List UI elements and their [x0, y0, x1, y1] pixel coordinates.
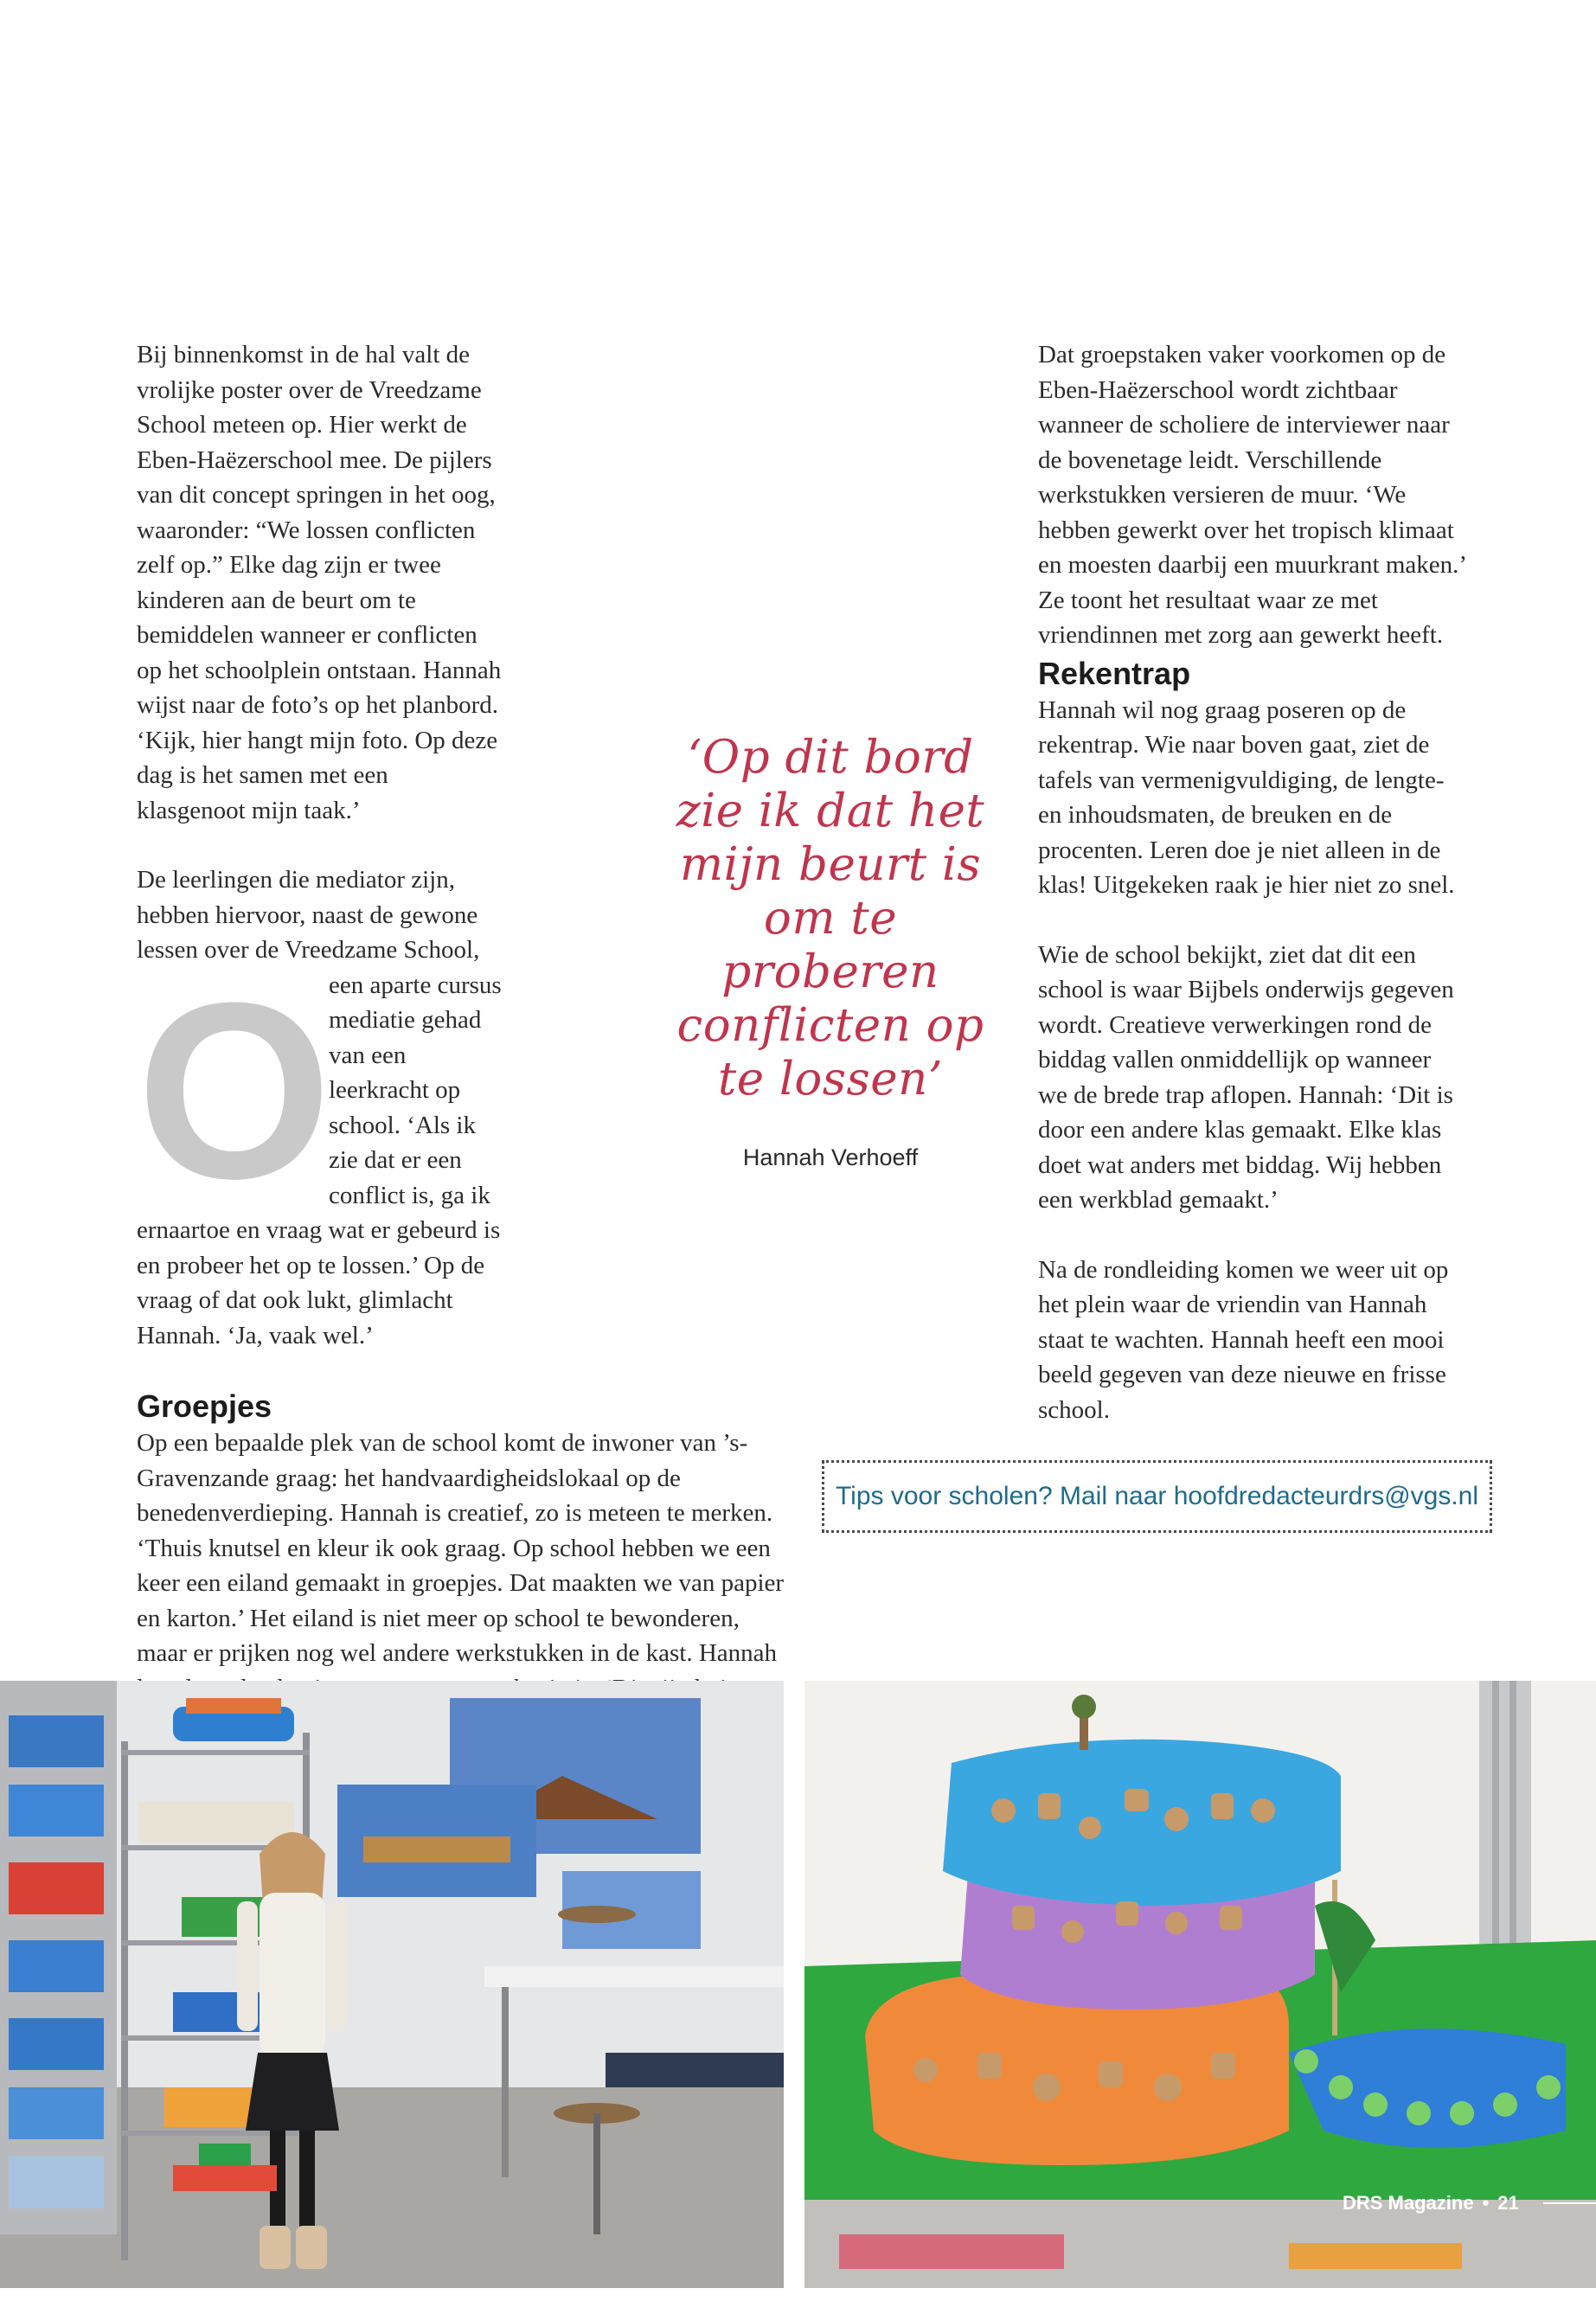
classroom-illustration: [0, 1681, 784, 2288]
rekentrap-paragraph: Hannah wil nog graag poseren op de rekentrap. Wie naar boven gaat, ziet de tafels van vermenigvuldiging, de lengte- en inhoudsmaten, de breuken en de procenten. Leren doe je niet alleen in de klas! Uitgekeken raak je hier niet zo snel.: [1038, 695, 1455, 899]
groepjes-paragraph: Op een bepaalde plek van de school komt de inwoner van ’s-Gravenzande graag: het handvaardigheidslokaal op de benedenverdieping. Hannah is creatief, zo is meteen te merken. ‘Thuis knutsel en kleur ik ook graag. Op school hebben we een keer een eiland gemaakt in groepjes. Dat maakten we van papier en karton.’ Het eiland is niet meer op school te bewonderen, maar er prijken nog wel andere werkstukken in de kast. Hannah: [137, 1429, 785, 1667]
right-column: [822, 337, 1466, 1631]
intro-paragraph: Bij binnenkomst in de hal valt de vrolijke poster over de Vreedzame School meteen op. Hier werkt de Eben-Haëzerschool mee. De pijlers van dit concept springen in het oog, waaronder: “We lossen conflicten zelf op.” Elke dag zijn er twee kinderen aan de beurt om te bemiddelen wanneer er conflicten op het schoolplein ontstaan. Hannah wijst naar de foto’s op het planbord. ‘Kijk, hier hangt mijn foto. Op deze dag is het samen met een klasgenoot mijn taak.’: [137, 341, 502, 824]
magazine-name: DRS Magazine: [1343, 2192, 1474, 2214]
heading-groepjes: Groepjes: [137, 1388, 272, 1424]
closing-paragraph: Na de rondleiding komen we weer uit op het plein waar de vriendin van Hannah staat te wachten. Hannah heeft een mooi beeld gegeven van deze nieuwe en frisse school.: [1038, 1255, 1449, 1424]
biddag-paragraph: Wie de school bekijkt, ziet dat dit een school is waar Bijbels onderwijs gegeven wordt. Creatieve verwerkingen rond de biddag vallen onmiddellijk op wanneer we de brede trap aflopen. Hannah: ‘Dit is door een andere klas gemaakt. Elke klas doet wat anders met biddag. Wij hebben een werkblad gemaakt.’: [1038, 940, 1454, 1214]
quote-author: Hannah Verhoeff: [742, 1144, 919, 1170]
heading-rekentrap: Rekentrap: [1038, 655, 1191, 691]
photo-classroom: [0, 1681, 784, 2288]
pull-quote: ‘Op dit bord zie ik dat het mijn beurt is om te proberen conflicten op te lossen’: [676, 731, 985, 1106]
footer-rule: [1543, 2202, 1596, 2204]
page-footer: [1343, 2192, 1596, 2214]
tips-text[interactable]: Tips voor scholen? Mail naar hoofdredacteurdrs@vgs.nl: [835, 1482, 1479, 1510]
page-number: 21: [1497, 2192, 1519, 2214]
mediation-paragraph: De leerlingen die mediator zijn, hebben hiervoor, naast de gewone lessen over de Vreedzame School, een aparte cursus mediatie gehad van een leerkracht op school. ‘Als ik zie dat er een conflict is, ga ik ernaartoe en vraag wat er gebeurd is en probeer het op te lossen.’ Op de vraag of dat ook lukt, glimlacht Hannah. ‘Ja, vaak wel.’: [137, 866, 502, 1349]
tips-box: [822, 1460, 1492, 1533]
upstairs-paragraph: Dat groepstaken vaker voorkomen op de Eben-Haëzerschool wordt zichtbaar wanneer de scholiere de interviewer naar de bovenetage leidt. Verschillende werkstukken versieren de muur. ‘We hebben gewerkt over het tropisch klimaat en moesten daarbij een muurkrant maken.’ Ze toont het resultaat waar ze met vriendinnen met zorg aan gewerkt heeft.: [1038, 341, 1465, 649]
drop-cap: O: [137, 951, 332, 1231]
footer-separator: •: [1482, 2192, 1490, 2214]
